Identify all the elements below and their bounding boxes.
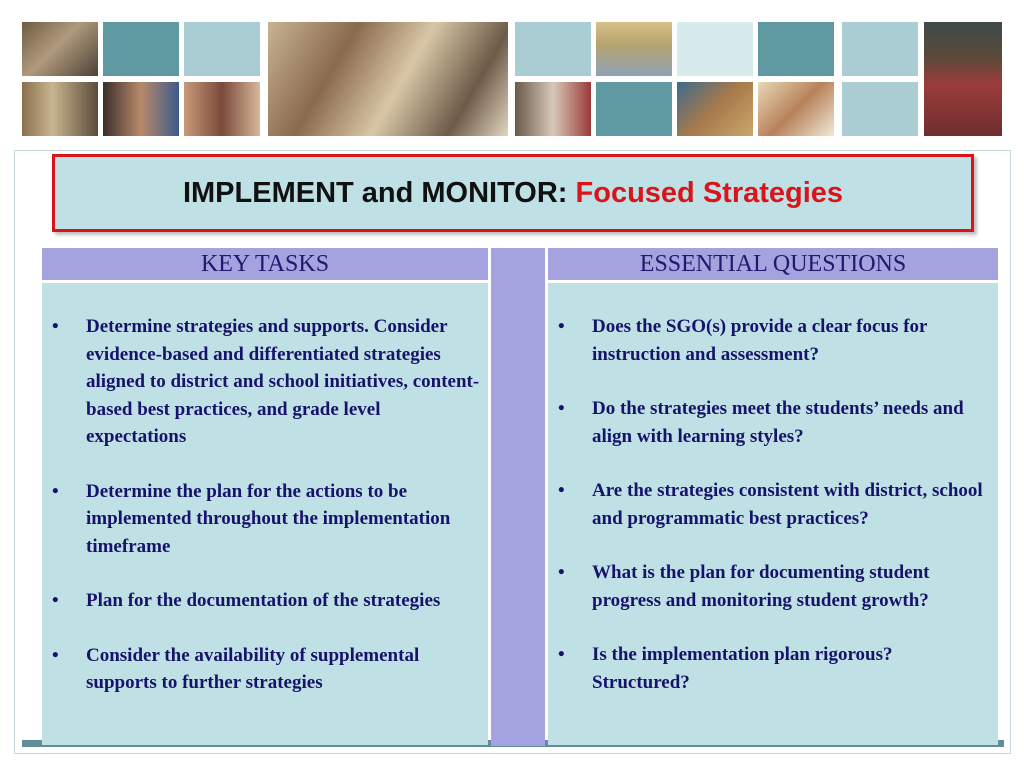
list-item: • Plan for the documentation of the strategies [52,590,441,611]
teal-tile [758,22,834,76]
photo-woman-portrait-tile [924,22,1002,136]
teal-tile [103,22,179,76]
photo-students-classroom-tile [515,82,591,136]
photo-teacher-student-tile [268,22,508,136]
essential-questions-cell [548,283,998,745]
list-item: • Consider the availability of supplemental supports to further strategies [52,644,420,693]
photo-students-group-tile [103,82,179,136]
middle-divider-column [491,248,545,746]
title-accent: Focused Strategies [575,176,844,209]
key-tasks-header: KEY TASKS [42,248,488,280]
essential-questions-list [554,313,994,696]
photo-students-group-2-tile [184,82,260,136]
list-item: • Does the SGO(s) provide a clear focus for instruction and assessment? [558,316,928,365]
teal-tile [596,82,672,136]
light-teal-tile [184,22,260,76]
photo-woman-standing-tile [596,22,672,76]
title-main: IMPLEMENT and MONITOR: [182,176,576,209]
photo-classroom-tile [22,22,98,76]
photo-blurred-tile [677,82,753,136]
key-tasks-list [48,313,482,697]
key-tasks-cell [42,283,488,745]
light-teal-tile [842,22,918,76]
list-item: • Do the strategies meet the students’ needs and align with learning styles? [558,398,964,447]
light-teal-tile [515,22,591,76]
list-item: • Is the implementation plan rigorous? Structured? [558,644,893,693]
list-item: • What is the plan for documenting student progress and monitoring student growth? [558,562,930,611]
photo-library-tile [22,82,98,136]
list-item: • Are the strategies consistent with district, school and programmatic best practices? [558,480,983,529]
photo-banner [16,16,1008,142]
list-item: • Determine the plan for the actions to be implemented throughout the implementation timeframe [52,480,451,557]
photo-child-reading-tile [758,82,834,136]
light-teal-tile [842,82,918,136]
slide-title [183,177,843,210]
title-box [52,154,974,232]
pale-teal-tile [677,22,753,76]
list-item: • Determine strategies and supports. Consider evidence-based and differentiated strategies aligned to district and school initiatives, content-based best practices, and grade level expectations [52,316,480,447]
essential-questions-header: ESSENTIAL QUESTIONS [548,248,998,280]
